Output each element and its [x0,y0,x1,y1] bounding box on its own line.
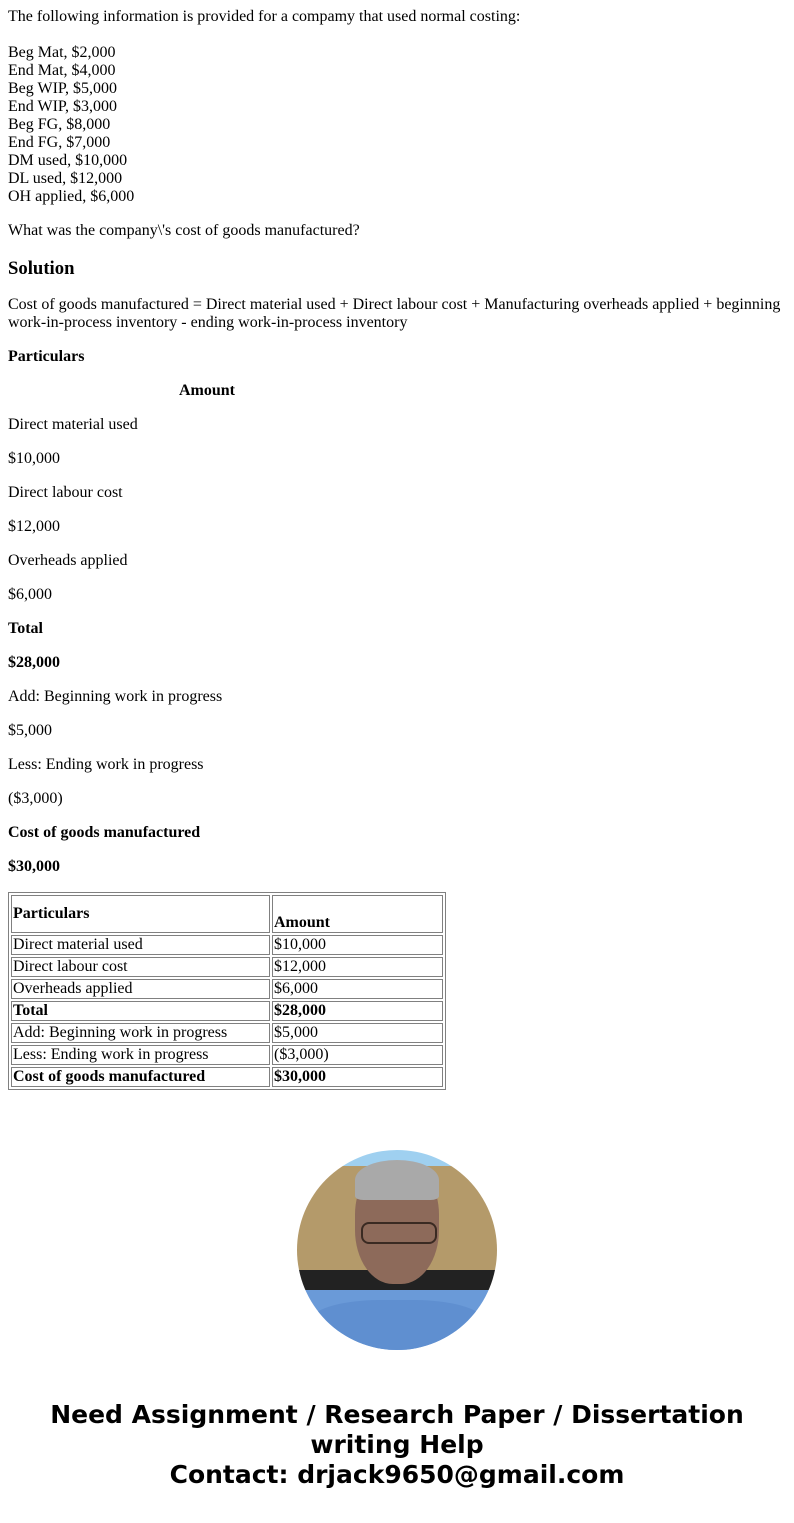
row-label: Less: Ending work in progress [11,1045,270,1065]
given-item: DM used, $10,000 [8,152,128,169]
list-label: Overheads applied [8,552,128,569]
promo-banner [8,1400,786,1490]
list-amount: ($3,000) [8,790,63,807]
list-amount: $5,000 [8,722,52,739]
promo-contact: Contact: drjack9650@gmail.com [169,1460,625,1489]
row-amount: $28,000 [274,1002,326,1019]
given-item: Beg WIP, $5,000 [8,80,118,97]
particulars-label: Particulars [8,348,85,365]
solution-heading: Solution [8,258,75,279]
given-item: OH applied, $6,000 [8,188,135,205]
flat-solution-list [8,348,786,876]
author-avatar [297,1150,497,1350]
row-label: Cost of goods manufactured [13,1068,206,1085]
row-label: Direct material used [11,935,270,955]
table-row [11,1067,443,1087]
list-label: Add: Beginning work in progress [8,688,223,705]
question-text [8,8,786,206]
header-particulars: Particulars [13,905,90,922]
row-label: Direct labour cost [11,957,270,977]
row-amount: $5,000 [272,1023,443,1043]
given-item: End Mat, $4,000 [8,62,116,79]
glasses-icon [361,1222,437,1244]
list-label: Less: Ending work in progress [8,756,204,773]
question-intro: The following information is provided for a compamy that used normal costing: [8,8,521,25]
question-prompt: What was the company\'s cost of goods manufactured? [8,222,360,239]
row-label: Add: Beginning work in progress [11,1023,270,1043]
table-row [11,1001,443,1021]
list-amount: $6,000 [8,586,52,603]
list-label: Total [8,620,43,637]
given-item: Beg FG, $8,000 [8,116,111,133]
header-amount: Amount [274,914,331,931]
list-amount: $30,000 [8,858,60,875]
cogm-table [8,892,446,1090]
list-label: Direct material used [8,416,138,433]
given-item: End FG, $7,000 [8,134,111,151]
row-amount: $6,000 [272,979,443,999]
table-row [11,979,443,999]
given-item: End WIP, $3,000 [8,98,118,115]
row-amount: $12,000 [272,957,443,977]
list-amount: $28,000 [8,654,60,671]
given-item: DL used, $12,000 [8,170,123,187]
table-row [11,957,443,977]
formula-text: Cost of goods manufactured = Direct material used + Direct labour cost + Manufacturing overheads applied + beginning work-in-process inventory - ending work-in-process inventory [8,296,781,331]
table-row [11,1045,443,1065]
table-header-row [11,895,443,933]
list-label: Direct labour cost [8,484,123,501]
row-label: Total [13,1002,48,1019]
row-amount: ($3,000) [272,1045,443,1065]
amount-label: Amount [179,382,236,399]
row-amount: $10,000 [272,935,443,955]
given-item: Beg Mat, $2,000 [8,44,116,61]
row-amount: $30,000 [274,1068,326,1085]
table-row [11,935,443,955]
list-label: Cost of goods manufactured [8,824,201,841]
list-amount: $12,000 [8,518,60,535]
list-amount: $10,000 [8,450,60,467]
table-row [11,1023,443,1043]
promo-line-1: Need Assignment / Research Paper / Dissertation writing Help [50,1400,744,1459]
row-label: Overheads applied [11,979,270,999]
